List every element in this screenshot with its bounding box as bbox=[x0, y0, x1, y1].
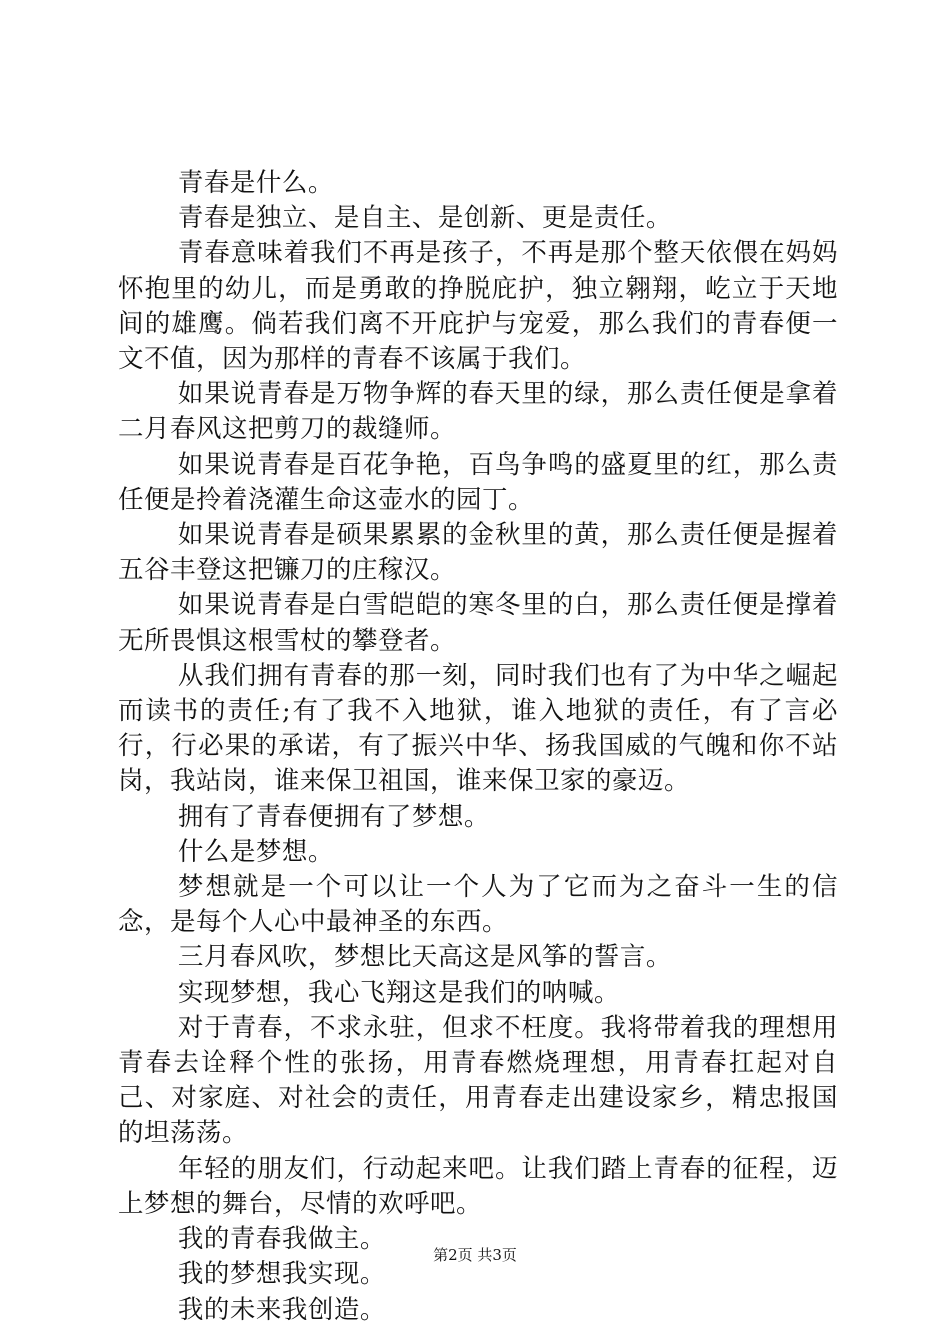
paragraph: 什么是梦想。 bbox=[177, 836, 334, 867]
paragraph: 实现梦想，我心飞翔这是我们的呐喊。 bbox=[177, 977, 620, 1008]
paragraph: 年轻的朋友们，行动起来吧。让我们踏上青春的征程，迈上梦想的舞台，尽情的欢呼吧。 bbox=[118, 1153, 838, 1219]
paragraph: 青春是什么。 bbox=[177, 168, 334, 198]
paragraph: 从我们拥有青春的那一刻，同时我们也有了为中华之崛起而读书的责任;有了我不入地狱，谁入地狱的责任，有了言必行，行必果的承诺，有了振兴中华、扬我国威的气魄和你不站岗，我站岗，谁来保卫祖国，谁来保卫家的豪迈。 bbox=[118, 660, 838, 797]
paragraph: 三月春风吹，梦想比天高这是风筝的誓言。 bbox=[177, 942, 672, 973]
page-number-footer: 第2页 共3页 bbox=[433, 1246, 517, 1264]
paragraph: 对于青春，不求永驻，但求不枉度。我将带着我的理想用青春去诠释个性的张扬，用青春燃烧理想，用青春扛起对自己、对家庭、对社会的责任，用青春走出建设家乡，精忠报国的坦荡荡。 bbox=[118, 1012, 838, 1149]
paragraph: 青春意味着我们不再是孩子，不再是那个整天依偎在妈妈怀抱里的幼儿，而是勇敢的挣脱庇护，独立翱翔，屹立于天地间的雄鹰。倘若我们离不开庇护与宠爱，那么我们的青春便一文不值，因为那样的青春不该属于我们。 bbox=[118, 238, 838, 375]
paragraph: 我的青春我做主。 bbox=[177, 1224, 386, 1255]
paragraph: 如果说青春是硕果累累的金秋里的黄，那么责任便是握着五谷丰登这把镰刀的庄稼汉。 bbox=[118, 520, 838, 586]
paragraph: 如果说青春是白雪皑皑的寒冬里的白，那么责任便是撑着无所畏惧这根雪杖的攀登者。 bbox=[118, 590, 838, 656]
paragraph: 我的梦想我实现。 bbox=[177, 1259, 386, 1290]
paragraph: 拥有了青春便拥有了梦想。 bbox=[177, 801, 490, 832]
paragraph: 我的未来我创造。 bbox=[177, 1294, 386, 1325]
paragraph: 如果说青春是万物争辉的春天里的绿，那么责任便是拿着二月春风这把剪刀的裁缝师。 bbox=[118, 379, 838, 445]
paragraph: 青春是独立、是自主、是创新、更是责任。 bbox=[177, 203, 672, 234]
paragraph: 梦想就是一个可以让一个人为了它而为之奋斗一生的信念，是每个人心中最神圣的东西。 bbox=[118, 872, 838, 938]
document-body bbox=[118, 166, 838, 1328]
paragraph: 如果说青春是百花争艳，百鸟争鸣的盛夏里的红，那么责任便是拎着浇灌生命这壶水的园丁。 bbox=[118, 449, 838, 515]
